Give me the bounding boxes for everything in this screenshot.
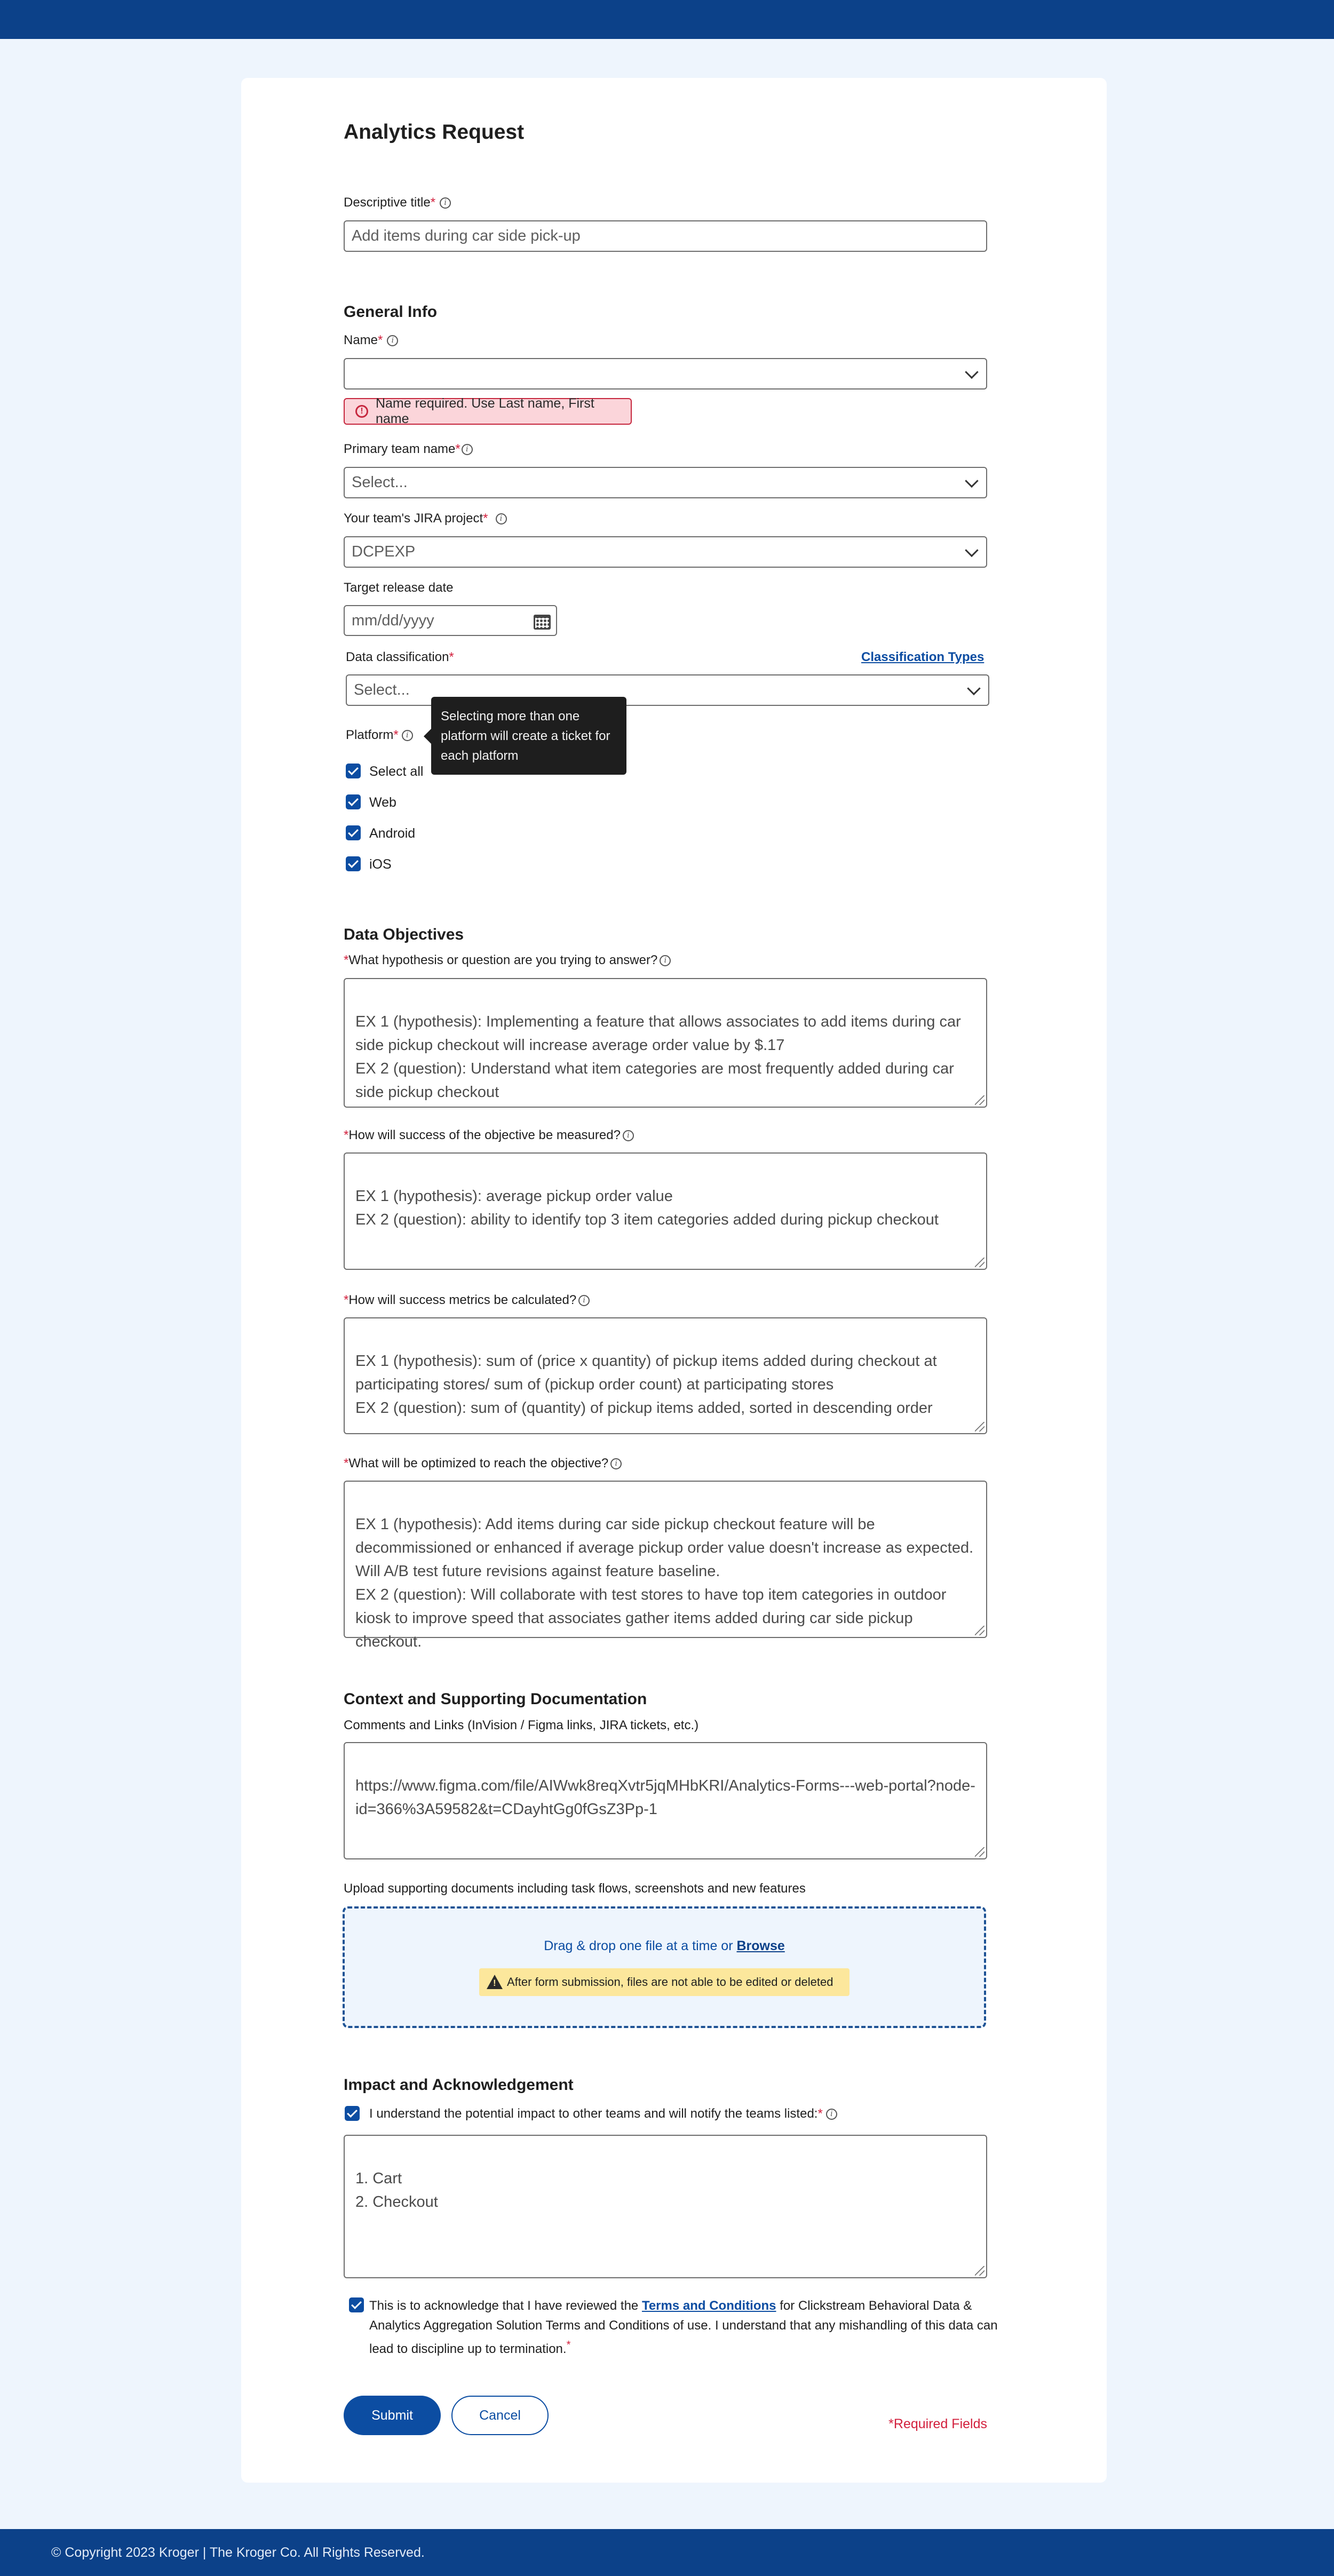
- classification-types-link[interactable]: Classification Types: [861, 650, 984, 664]
- target-release-date-input[interactable]: mm/dd/yyyy: [344, 605, 557, 636]
- resize-handle[interactable]: [975, 1258, 984, 1267]
- terms-acknowledge-text: This is to acknowledge that I have reviewed the Terms and Conditions for Clickstream Behavioral Data & Analytics Aggregation Solution Terms and Conditions of use. I understand that any mishandling of this data can lead to discipline up to termination.*: [369, 2299, 998, 2356]
- descriptive-title-input[interactable]: Add items during car side pick-up: [344, 220, 987, 252]
- info-icon[interactable]: i: [496, 513, 507, 524]
- info-icon[interactable]: i: [462, 444, 473, 455]
- comments-label: Comments and Links (InVision / Figma links, JIRA tickets, etc.): [344, 1718, 699, 1732]
- platform-web-checkbox[interactable]: [346, 794, 361, 809]
- platform-option-label: iOS: [369, 857, 392, 872]
- file-dropzone[interactable]: [343, 1906, 986, 2028]
- primary-team-select[interactable]: Select...: [344, 467, 987, 498]
- chevron-down-icon: [965, 365, 978, 378]
- info-icon[interactable]: i: [660, 955, 671, 966]
- resize-handle[interactable]: [975, 2266, 984, 2276]
- info-icon[interactable]: i: [402, 730, 413, 741]
- chevron-down-icon: [967, 681, 980, 695]
- impact-heading: Impact and Acknowledgement: [344, 2076, 574, 2094]
- info-icon[interactable]: i: [610, 1458, 622, 1469]
- form-card: [241, 78, 1107, 2483]
- chevron-down-icon: [965, 474, 978, 487]
- platform-label: Platform * i: [346, 728, 413, 743]
- upload-warning: ! After form submission, files are not able to be edited or deleted: [479, 1968, 849, 1996]
- target-release-label: Target release date: [344, 581, 454, 595]
- info-icon[interactable]: i: [623, 1130, 634, 1141]
- success-measured-label: * How will success of the objective be measured? i: [344, 1128, 634, 1143]
- name-label: Name * i: [344, 333, 398, 348]
- page-title: Analytics Request: [344, 121, 525, 144]
- primary-team-label: Primary team name * i: [344, 442, 473, 457]
- cancel-button[interactable]: Cancel: [451, 2396, 549, 2435]
- platform-option-label: Select all: [369, 764, 424, 779]
- info-icon[interactable]: i: [440, 197, 451, 209]
- impacted-teams-textarea[interactable]: 1. Cart 2. Checkout: [344, 2135, 987, 2278]
- info-icon[interactable]: i: [826, 2109, 837, 2120]
- data-classification-label: Data classification *: [346, 650, 454, 664]
- name-error-message: ! Name required. Use Last name, First name: [344, 398, 632, 425]
- hypothesis-label: * What hypothesis or question are you trying to answer? i: [344, 953, 671, 968]
- browse-link[interactable]: Browse: [736, 1938, 785, 1953]
- platform-android-checkbox[interactable]: [346, 825, 361, 840]
- success-measured-textarea[interactable]: EX 1 (hypothesis): average pickup order value EX 2 (question): ability to identify top 3 item categories added during pickup checkout: [344, 1152, 987, 1270]
- top-header-bar: [0, 0, 1334, 39]
- resize-handle[interactable]: [975, 1626, 984, 1635]
- platform-ios-checkbox[interactable]: [346, 856, 361, 871]
- required-fields-note: *Required Fields: [888, 2416, 987, 2431]
- info-icon[interactable]: i: [578, 1295, 590, 1306]
- optimized-label: * What will be optimized to reach the objective? i: [344, 1456, 622, 1471]
- resize-handle[interactable]: [975, 1095, 984, 1105]
- platform-select-all-checkbox[interactable]: [346, 764, 361, 778]
- comments-textarea[interactable]: https://www.figma.com/file/AIWwk8reqXvtr5jqMHbKRI/Analytics-Forms---web-portal?node-id=366%3A59582&t=CDayhtGg0fGsZ3Pp-1: [344, 1742, 987, 1859]
- impact-understand-label: I understand the potential impact to other teams and will notify the teams listed: * i: [369, 2106, 837, 2121]
- hypothesis-textarea[interactable]: EX 1 (hypothesis): Implementing a feature that allows associates to add items during car side pickup checkout will increase average order value by $.17 EX 2 (question): Understand what item categories are most frequently added during car side pickup checkout: [344, 978, 987, 1108]
- dropzone-text: Drag & drop one file at a time or Browse: [544, 1938, 785, 1953]
- impact-understand-checkbox[interactable]: [345, 2106, 360, 2121]
- upload-label: Upload supporting documents including task flows, screenshots and new features: [344, 1881, 806, 1896]
- calendar-icon[interactable]: [534, 615, 551, 630]
- platform-tooltip: Selecting more than one platform will create a ticket for each platform: [431, 697, 626, 775]
- metrics-calculated-textarea[interactable]: EX 1 (hypothesis): sum of (price x quantity) of pickup items added during checkout at participating stores/ sum of (pickup order count) at participating stores EX 2 (question): sum of (quantity) of pickup items added, sorted in descending order: [344, 1317, 987, 1434]
- submit-button[interactable]: Submit: [344, 2396, 441, 2435]
- optimized-textarea[interactable]: EX 1 (hypothesis): Add items during car side pickup checkout feature will be decommissioned or enhanced if average pickup order value doesn't increase as expected. Will A/B test future revisions against feature baseline. EX 2 (question): Will collaborate with test stores to have top item categories in outdoor kiosk to improve speed that associates gather items added during car side pickup checkout.: [344, 1481, 987, 1638]
- metrics-calculated-label: * How will success metrics be calculated? i: [344, 1293, 590, 1308]
- data-objectives-heading: Data Objectives: [344, 926, 464, 943]
- name-select[interactable]: [344, 358, 987, 389]
- footer: [0, 2529, 1334, 2576]
- platform-option-label: Web: [369, 795, 396, 810]
- terms-acknowledge-checkbox[interactable]: [349, 2297, 364, 2312]
- platform-option-label: Android: [369, 826, 416, 841]
- info-icon[interactable]: i: [387, 335, 398, 346]
- data-classification-select[interactable]: Select...: [346, 674, 989, 706]
- error-icon: !: [355, 405, 368, 418]
- descriptive-title-label: Descriptive title * i: [344, 195, 451, 210]
- jira-project-label: Your team's JIRA project * i: [344, 511, 507, 526]
- copyright-text: © Copyright 2023 Kroger | The Kroger Co. All Rights Reserved.: [51, 2545, 425, 2560]
- terms-and-conditions-link[interactable]: Terms and Conditions: [641, 2299, 776, 2313]
- jira-project-select[interactable]: DCPEXP: [344, 536, 987, 568]
- resize-handle[interactable]: [975, 1847, 984, 1857]
- general-info-heading: General Info: [344, 303, 438, 321]
- chevron-down-icon: [965, 543, 978, 556]
- resize-handle[interactable]: [975, 1422, 984, 1432]
- context-heading: Context and Supporting Documentation: [344, 1690, 647, 1708]
- warning-icon: [487, 1975, 503, 1989]
